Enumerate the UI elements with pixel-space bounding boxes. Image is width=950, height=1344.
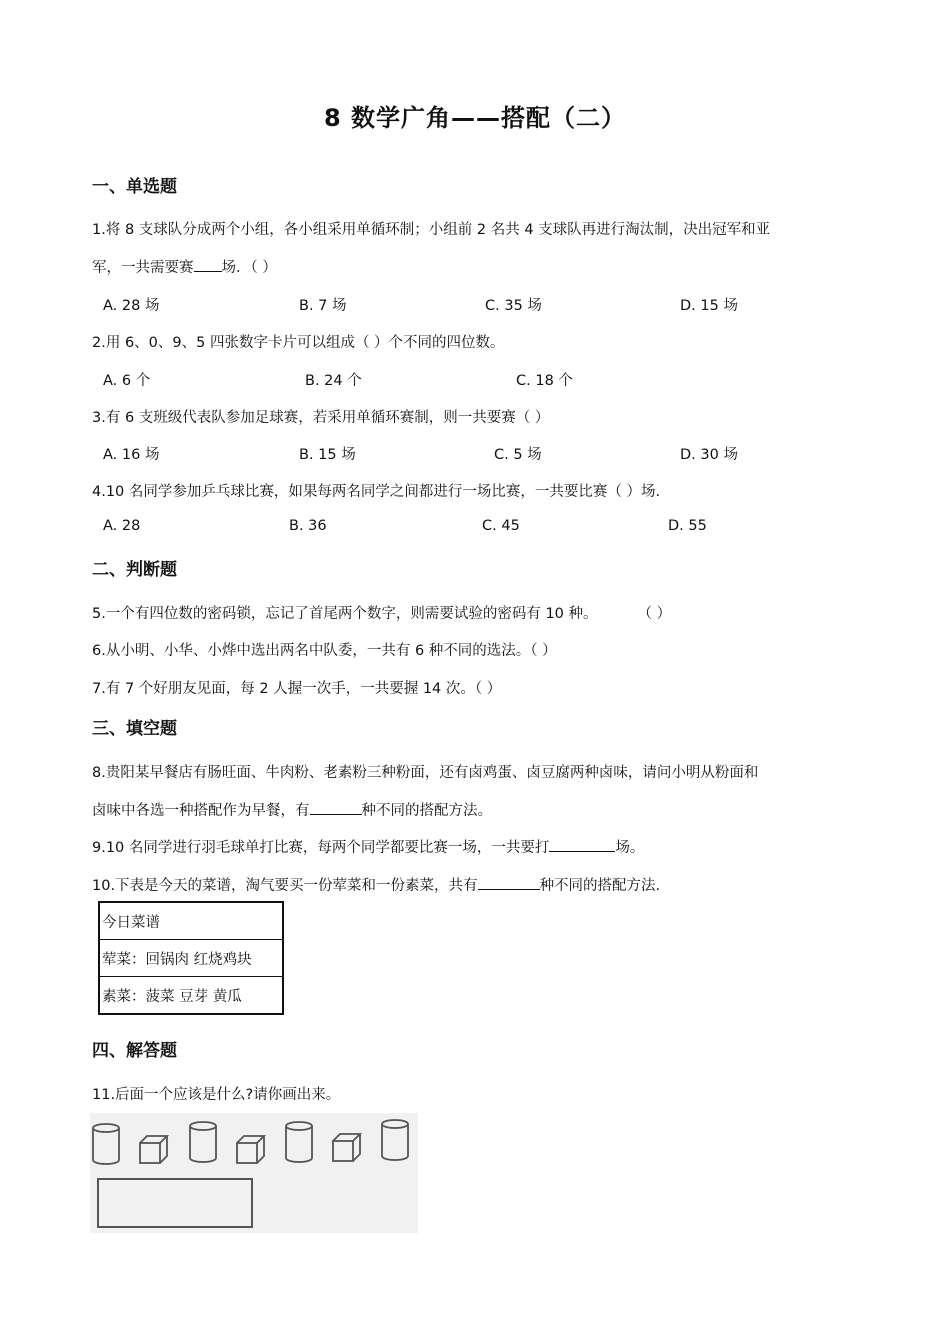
menu-table xyxy=(98,901,284,1015)
q3-option-b[interactable]: B. 15 场 xyxy=(299,447,356,463)
cylinder-icon xyxy=(93,1124,119,1164)
q2-option-b[interactable]: B. 24 个 xyxy=(305,373,362,389)
q2-option-c[interactable]: C. 18 个 xyxy=(516,373,573,389)
table-cell: 素菜：菠菜 豆芽 黄瓜 xyxy=(99,977,283,1015)
question-11: 11.后面一个应该是什么?请你画出来。 xyxy=(92,1087,341,1103)
section-heading-fill-blank: 三、填空题 xyxy=(92,719,177,739)
question-4: 4.10 名同学参加乒乓球比赛，如果每两名同学之间都进行一场比赛，一共要比赛（ ）场. xyxy=(92,484,661,500)
question-9 xyxy=(92,836,644,857)
section-heading-true-false: 二、判断题 xyxy=(92,560,177,580)
question-10-text-a: 10.下表是今天的菜谱，淘气要买一份荤菜和一份素菜，共有 xyxy=(92,878,478,894)
question-9-text-b: 场。 xyxy=(615,840,645,856)
cube-icon xyxy=(140,1136,167,1163)
page-title: 8 数学广角——搭配（二） xyxy=(323,104,627,132)
drawing-answer-box xyxy=(98,1179,252,1227)
shape-sequence-svg xyxy=(90,1113,418,1233)
question-1-text-b: 场．（ ） xyxy=(221,260,277,276)
question-5-text: 5.一个有四位数的密码锁，忘记了首尾两个数字，则需要试验的密码有 10 种。 xyxy=(92,606,598,622)
q1-option-d[interactable]: D. 15 场 xyxy=(680,298,738,314)
question-8-line-1: 8.贵阳某早餐店有肠旺面、牛肉粉、老素粉三种粉面，还有卤鸡蛋、卤豆腐两种卤味，请问小明从粉面和 xyxy=(92,765,759,781)
answer-paren[interactable]: （ ） xyxy=(637,606,672,622)
table-cell: 荤菜：回锅肉 红烧鸡块 xyxy=(99,940,283,977)
question-10-text-b: 种不同的搭配方法. xyxy=(539,878,661,894)
answer-blank[interactable] xyxy=(478,875,540,890)
question-1-text-a: 军，一共需要赛 xyxy=(92,260,194,276)
cube-icon xyxy=(237,1136,264,1163)
q1-option-b[interactable]: B. 7 场 xyxy=(299,298,347,314)
answer-blank[interactable] xyxy=(194,257,222,272)
question-9-text-a: 9.10 名同学进行羽毛球单打比赛，每两个同学都要比赛一场，一共要打 xyxy=(92,840,550,856)
answer-blank[interactable] xyxy=(549,837,615,852)
table-cell: 今日菜谱 xyxy=(99,902,283,940)
q2-option-a[interactable]: A. 6 个 xyxy=(103,373,151,389)
question-3: 3.有 6 支班级代表队参加足球赛，若采用单循环赛制，则一共要赛（ ） xyxy=(92,410,550,426)
q3-option-d[interactable]: D. 30 场 xyxy=(680,447,738,463)
table-row xyxy=(99,902,283,940)
question-5 xyxy=(92,602,671,623)
question-1-line-1: 1.将 8 支球队分成两个小组，各小组采用单循环制；小组前 2 名共 4 支球队再进行淘汰制，决出冠军和亚 xyxy=(92,222,771,238)
section-heading-single-choice: 一、单选题 xyxy=(92,177,177,197)
answer-blank[interactable] xyxy=(310,800,362,815)
table-row xyxy=(99,977,283,1015)
question-6: 6.从小明、小华、小烨中选出两名中队委，一共有 6 种不同的选法。（ ） xyxy=(92,643,557,659)
cylinder-icon xyxy=(286,1122,312,1162)
cube-icon xyxy=(333,1134,360,1161)
question-10 xyxy=(92,874,660,895)
table-row xyxy=(99,940,283,977)
question-2: 2.用 6、0、9、5 四张数字卡片可以组成（ ）个不同的四位数。 xyxy=(92,335,505,351)
q4-option-d[interactable]: D. 55 xyxy=(668,518,707,534)
q3-option-a[interactable]: A. 16 场 xyxy=(103,447,160,463)
q4-option-b[interactable]: B. 36 xyxy=(289,518,327,534)
question-1-line-2 xyxy=(92,256,277,277)
question-8-text-a: 卤味中各选一种搭配作为早餐，有 xyxy=(92,803,310,819)
section-heading-problem-solving: 四、解答题 xyxy=(92,1041,177,1061)
shape-sequence-figure xyxy=(90,1113,418,1233)
question-8-line-2 xyxy=(92,799,492,820)
q4-option-a[interactable]: A. 28 xyxy=(103,518,141,534)
cylinder-icon xyxy=(190,1122,216,1162)
q4-option-c[interactable]: C. 45 xyxy=(482,518,520,534)
q1-option-c[interactable]: C. 35 场 xyxy=(485,298,542,314)
question-8-text-b: 种不同的搭配方法。 xyxy=(361,803,492,819)
cylinder-icon xyxy=(382,1120,408,1160)
question-7: 7.有 7 个好朋友见面，每 2 人握一次手，一共要握 14 次。（ ） xyxy=(92,681,502,697)
q3-option-c[interactable]: C. 5 场 xyxy=(494,447,542,463)
q1-option-a[interactable]: A. 28 场 xyxy=(103,298,160,314)
